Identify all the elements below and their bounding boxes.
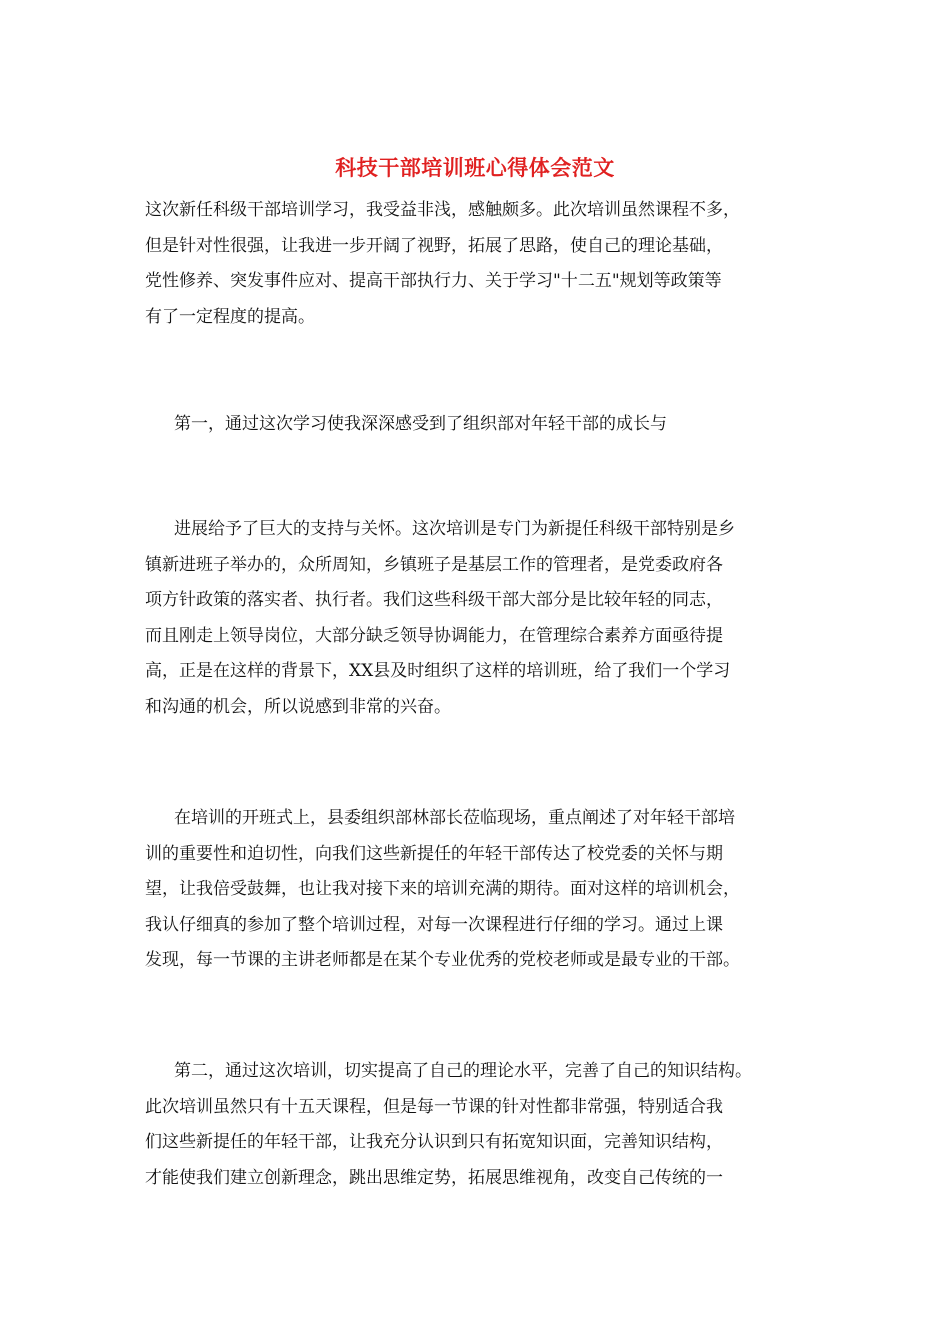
text-line: 第二，通过这次培训，切实提高了自己的理论水平，完善了自己的知识结构。 bbox=[174, 1061, 752, 1081]
text-line: 此次培训虽然只有十五天课程，但是每一节课的针对性都非常强，特别适合我 bbox=[145, 1096, 723, 1117]
text-line: 训的重要性和迫切性，向我们这些新提任的年轻干部传达了校党委的关怀与期 bbox=[145, 843, 723, 864]
text-line: 有了一定程度的提高。 bbox=[145, 306, 315, 327]
paragraph-opening-ceremony bbox=[145, 801, 825, 979]
text-line: 镇新进班子举办的，众所周知，乡镇班子是基层工作的管理者，是党委政府各 bbox=[145, 554, 723, 575]
text-line: 望，让我倍受鼓舞，也让我对接下来的培训充满的期待。面对这样的培训机会， bbox=[145, 879, 740, 900]
text-line: 在培训的开班式上，县委组织部林部长莅临现场，重点阐述了对年轻干部培 bbox=[174, 808, 735, 828]
text-line: 才能使我们建立创新理念，跳出思维定势，拓展思维视角，改变自己传统的一 bbox=[145, 1167, 723, 1188]
paragraph-intro bbox=[145, 193, 825, 335]
text-line: 发现，每一节课的主讲老师都是在某个专业优秀的党校老师或是最专业的干部。 bbox=[145, 950, 740, 971]
text-line: 第一，通过这次学习使我深深感受到了组织部对年轻干部的成长与 bbox=[174, 414, 667, 434]
text-line: 而且刚走上领导岗位，大部分缺乏领导协调能力，在管理综合素养方面亟待提 bbox=[145, 625, 723, 646]
text-line: 但是针对性很强，让我进一步开阔了视野，拓展了思路，使自己的理论基础， bbox=[145, 235, 723, 256]
text-line: 们这些新提任的年轻干部，让我充分认识到只有拓宽知识面，完善知识结构， bbox=[145, 1132, 723, 1153]
text-line: 进展给予了巨大的支持与关怀。这次培训是专门为新提任科级干部特别是乡 bbox=[174, 519, 735, 539]
paragraph-second-point bbox=[145, 1054, 825, 1196]
text-line: 高，正是在这样的背景下，XX县及时组织了这样的培训班，给了我们一个学习 bbox=[145, 661, 731, 682]
text-line: 项方针政策的落实者、执行者。我们这些科级干部大部分是比较年轻的同志， bbox=[145, 590, 723, 611]
text-line: 这次新任科级干部培训学习，我受益非浅，感触颇多。此次培训虽然课程不多， bbox=[145, 200, 740, 220]
text-line: 我认仔细真的参加了整个培训过程，对每一次课程进行仔细的学习。通过上课 bbox=[145, 914, 723, 935]
paragraph-support bbox=[145, 512, 825, 726]
paragraph-first-point bbox=[145, 407, 825, 443]
document-title: 科技干部培训班心得体会范文 bbox=[335, 155, 615, 180]
text-line: 党性修养、突发事件应对、提高干部执行力、关于学习"十二五"规划等政策等 bbox=[145, 271, 722, 292]
text-line: 和沟通的机会，所以说感到非常的兴奋。 bbox=[145, 696, 451, 717]
